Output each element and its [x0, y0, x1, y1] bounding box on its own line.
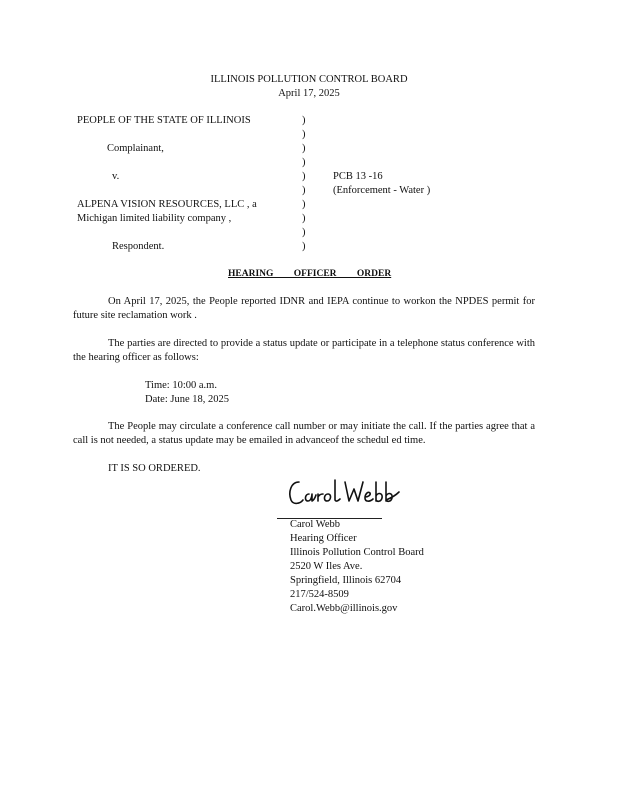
paren: ) — [302, 129, 306, 140]
paren: ) — [302, 227, 306, 238]
paren: ) — [302, 143, 306, 154]
versus-label: v. — [112, 171, 120, 182]
paren: ) — [302, 199, 306, 210]
signer-address: 2520 W Iles Ave. — [290, 561, 363, 572]
signer-city: Springfield, Illinois 62704 — [290, 575, 402, 586]
paren: ) — [302, 115, 306, 126]
conference-date: Date: June 18, 2025 — [145, 394, 229, 405]
paren: ) — [302, 185, 306, 196]
paren: ) — [302, 157, 306, 168]
respondent-label: Respondent. — [112, 241, 165, 252]
order-title: HEARING OFFICER ORDER — [228, 269, 392, 279]
paren: ) — [302, 171, 306, 182]
defendant-line-1: ALPENA VISION RESOURCES, LLC , a — [77, 199, 257, 210]
conference-time: Time: 10:00 a.m. — [145, 380, 217, 391]
signer-email: Carol.Webb@illinois.gov — [290, 603, 398, 614]
paragraph-call-instructions: The People may circulate a conference call number or may initiate the call. If the parties agree that a call is not needed, a status update may be emailed in advanceof the schedul ed time. — [73, 421, 535, 446]
signature-image — [285, 474, 415, 510]
so-ordered: IT IS SO ORDERED. — [108, 463, 201, 474]
order-date: April 17, 2025 — [278, 88, 340, 99]
signer-name: Carol Webb — [290, 519, 340, 530]
paren: ) — [302, 241, 306, 252]
defendant-line-2: Michigan limited liability company , — [77, 213, 232, 224]
plaintiff-name: PEOPLE OF THE STATE OF ILLINOIS — [77, 115, 251, 126]
signer-organization: Illinois Pollution Control Board — [290, 547, 424, 558]
complainant-label: Complainant, — [107, 143, 164, 154]
paragraph-directive: The parties are directed to provide a status update or participate in a telephone status conference with the hearing officer as follows: — [73, 338, 535, 363]
paragraph-status: On April 17, 2025, the People reported IDNR and IEPA continue to workon the NPDES permit for future site reclamation work . — [73, 296, 535, 321]
signer-phone: 217/524-8509 — [290, 589, 349, 600]
caption-parentheses — [302, 114, 306, 254]
paren: ) — [302, 213, 306, 224]
case-type: (Enforcement - Water ) — [333, 185, 431, 196]
case-number: PCB 13 -16 — [333, 171, 383, 182]
board-name: ILLINOIS POLLUTION CONTROL BOARD — [210, 74, 408, 85]
signer-title: Hearing Officer — [290, 533, 357, 544]
